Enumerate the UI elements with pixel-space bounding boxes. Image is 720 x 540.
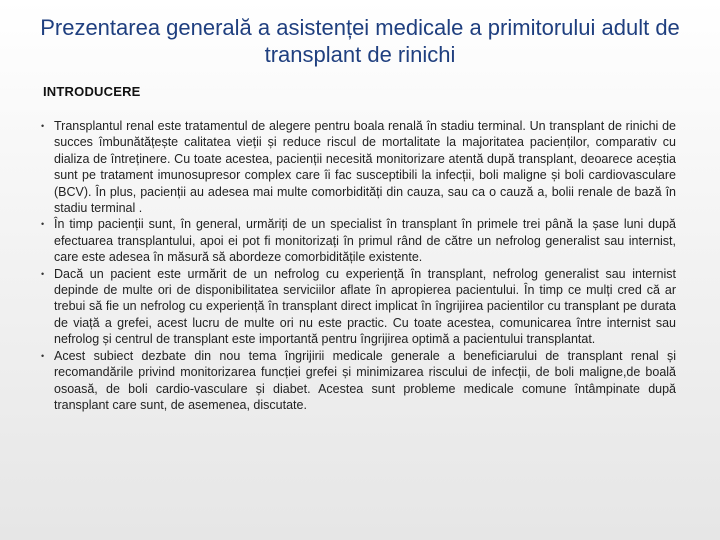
bullet-marker-icon: • (41, 121, 45, 131)
bullet-marker-icon: • (41, 219, 45, 230)
bullet-text: În timp pacienții sunt, în general, urmăriți de un specialist în transplant în primele trei până la șase luni după efectuarea transplantului, apoi ei pot fi monitorizați în primul rând de către un nefrolog generalist sau internist, care este adesea în măsură să abordeze comorbiditățile existente. (54, 217, 676, 265)
bullet-marker-icon: • (41, 268, 45, 279)
bullet-text: Transplantul renal este tratamentul de alegere pentru boala renală în stadiu terminal. Un transplant de rinichi de succes îmbunătățește calitatea vieții și reduce riscul de mortalitate la majoritatea pacienților, comparativ cu dializa de întreținere. Cu toate acestea, pacienții necesită monitorizare atentă după transplant, deoarece aceștia sunt pe tratament imunosupresor complex care îi fac susceptibili la infecții, boli maligne și boli cardiovasculare (BCV). În plus, pacienții au adesea mai multe comorbidități din cauza, sau ca o cauză a, bolii renale de bază în stadiu terminal . (54, 119, 676, 216)
bullet-text: Acest subiect dezbate din nou tema îngrijirii medicale generale a beneficiarului de transplant renal și recomandările privind monitorizarea funcției grefei și minimizarea riscului de infecții, de boli maligne,de boală osoasă, de boli cardio-vasculare și diabet. Acestea sunt probleme medicale comune întâmpinate după transplant care sunt, de asemenea, discutate. (54, 348, 676, 412)
bullet-text: Dacă un pacient este urmărit de un nefrolog cu experiență în transplant, nefrolog generalist sau internist depinde de multe ori de disponibilitatea serviciilor aflate în apropierea pacientului. În timp ce mulți cred că ar trebui să fie un nefrolog cu experiență în transplant direct implicat în îngrijirea pacientilor cu transplant pe durata de viață a grefei, acest lucru de multe ori nu este practic. Cu toate acestea, comunicarea între internist sau nefrolog și centrul de transplant este importantă pentru îngrijirea optimă a pacientului transplantat. (54, 266, 676, 347)
bullet-item (36, 216, 676, 265)
section-heading: INTRODUCERE (43, 84, 141, 99)
bullet-item (36, 348, 676, 414)
bullet-item (36, 266, 676, 348)
bullet-marker-icon: • (41, 350, 45, 361)
slide-title: Prezentarea generală a asistenței medicale a primitorului adult de transplant de rinichi (40, 15, 680, 67)
bullet-item (36, 118, 676, 216)
bullet-list (36, 118, 676, 413)
